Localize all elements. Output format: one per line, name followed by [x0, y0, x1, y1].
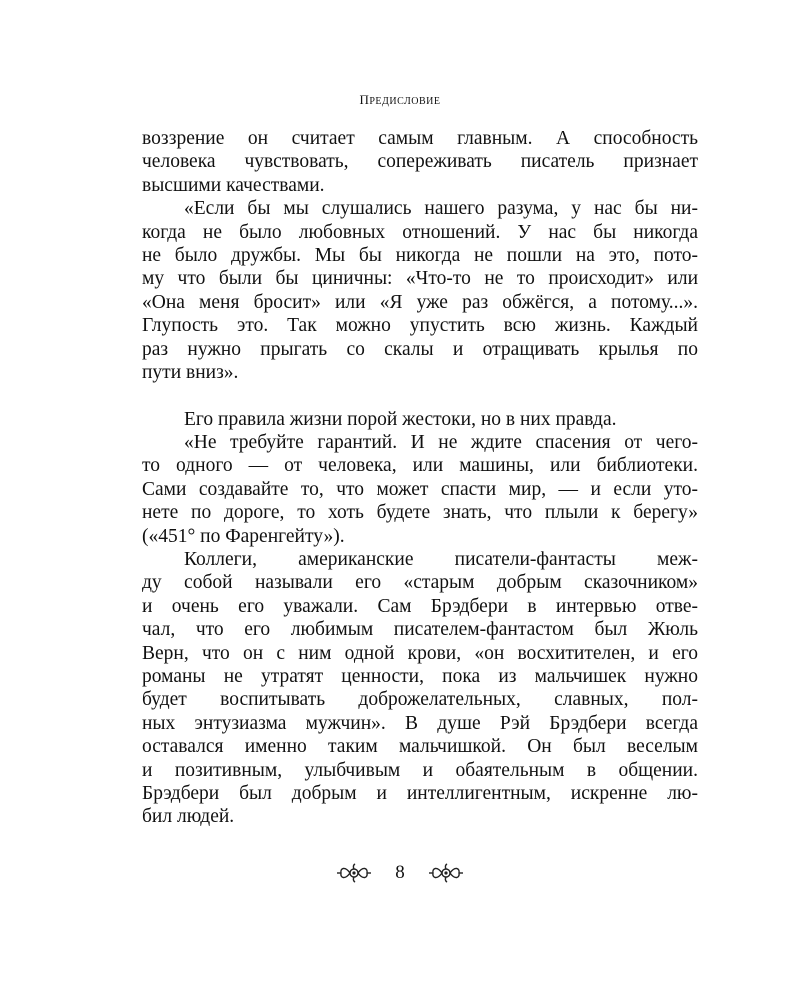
left-ornament-icon	[335, 862, 373, 884]
text-line: Сами создавайте то, что может спасти мир, — и если уто-	[142, 478, 698, 500]
text-line: будет воспитывать доброжелательных, славных, пол-	[142, 689, 698, 711]
text-line: оставался именно таким мальчишкой. Он был веселым	[142, 736, 698, 758]
text-line: то одного — от человека, или машины, или библиотеки.	[142, 455, 698, 477]
running-head: ПРЕДИСЛОВИЕ	[359, 92, 441, 107]
text-line: Коллеги, американские писатели-фантасты меж-	[184, 549, 698, 571]
paragraph	[142, 431, 698, 548]
text-line: Верн, что он с ним одной крови, «он восхитителен, и его	[142, 642, 698, 664]
text-line: («451° по Фаренгейту»).	[142, 525, 345, 547]
paragraph	[142, 197, 698, 384]
text-line: нете по дороге, то хоть будете знать, что плыли к берегу»	[142, 502, 698, 524]
text-line: человека чувствовать, сопереживать писатель признает	[142, 151, 698, 173]
text-line: ных энтузиазма мужчин». В душе Рэй Брэдбери всегда	[142, 712, 698, 734]
text-line: ду собой называли его «старым добрым сказочником»	[142, 572, 698, 594]
text-line: Брэдбери был добрым и интеллигентным, искренне лю-	[142, 782, 698, 804]
page-footer	[0, 862, 800, 884]
text-line: «Если бы мы слушались нашего разума, у нас бы ни-	[184, 198, 698, 220]
text-line: «Она меня бросит» или «Я уже раз обжёгся, а потому...».	[142, 291, 698, 313]
text-line: Глупость это. Так можно упустить всю жизнь. Каждый	[142, 315, 698, 337]
text-line: раз нужно прыгать со скалы и отращивать крылья по	[142, 338, 698, 360]
text-line: му что были бы циничны: «Что-то не то происходит» или	[142, 268, 698, 290]
text-line: Его правила жизни порой жестоки, но в них правда.	[184, 408, 617, 430]
page-number: 8	[395, 862, 405, 883]
text-line: романы не утратят ценности, пока из мальчишек нужно	[142, 665, 698, 687]
text-line: воззрение он считает самым главным. А способность	[142, 128, 698, 149]
text-line: не было дружбы. Мы бы никогда не пошли на это, пото-	[142, 244, 698, 266]
text-line: и очень его уважали. Сам Брэдбери в интервью отве-	[142, 595, 698, 617]
paragraph	[142, 548, 698, 829]
text-line: чал, что его любимым писателем-фантастом был Жюль	[142, 619, 698, 641]
paragraph	[142, 408, 698, 431]
paragraph-gap	[142, 384, 698, 407]
paragraph	[142, 127, 698, 197]
body-text	[142, 127, 698, 829]
text-line: бил людей.	[142, 806, 235, 828]
text-line: и позитивным, улыбчивым и обаятельным в общении.	[142, 759, 698, 781]
right-ornament-icon	[427, 862, 465, 884]
text-line: пути вниз».	[142, 361, 239, 383]
text-line: когда не было любовных отношений. У нас бы никогда	[142, 221, 698, 243]
text-line: «Не требуйте гарантий. И не ждите спасения от чего-	[184, 432, 698, 454]
text-line: высшими качествами.	[142, 174, 325, 196]
